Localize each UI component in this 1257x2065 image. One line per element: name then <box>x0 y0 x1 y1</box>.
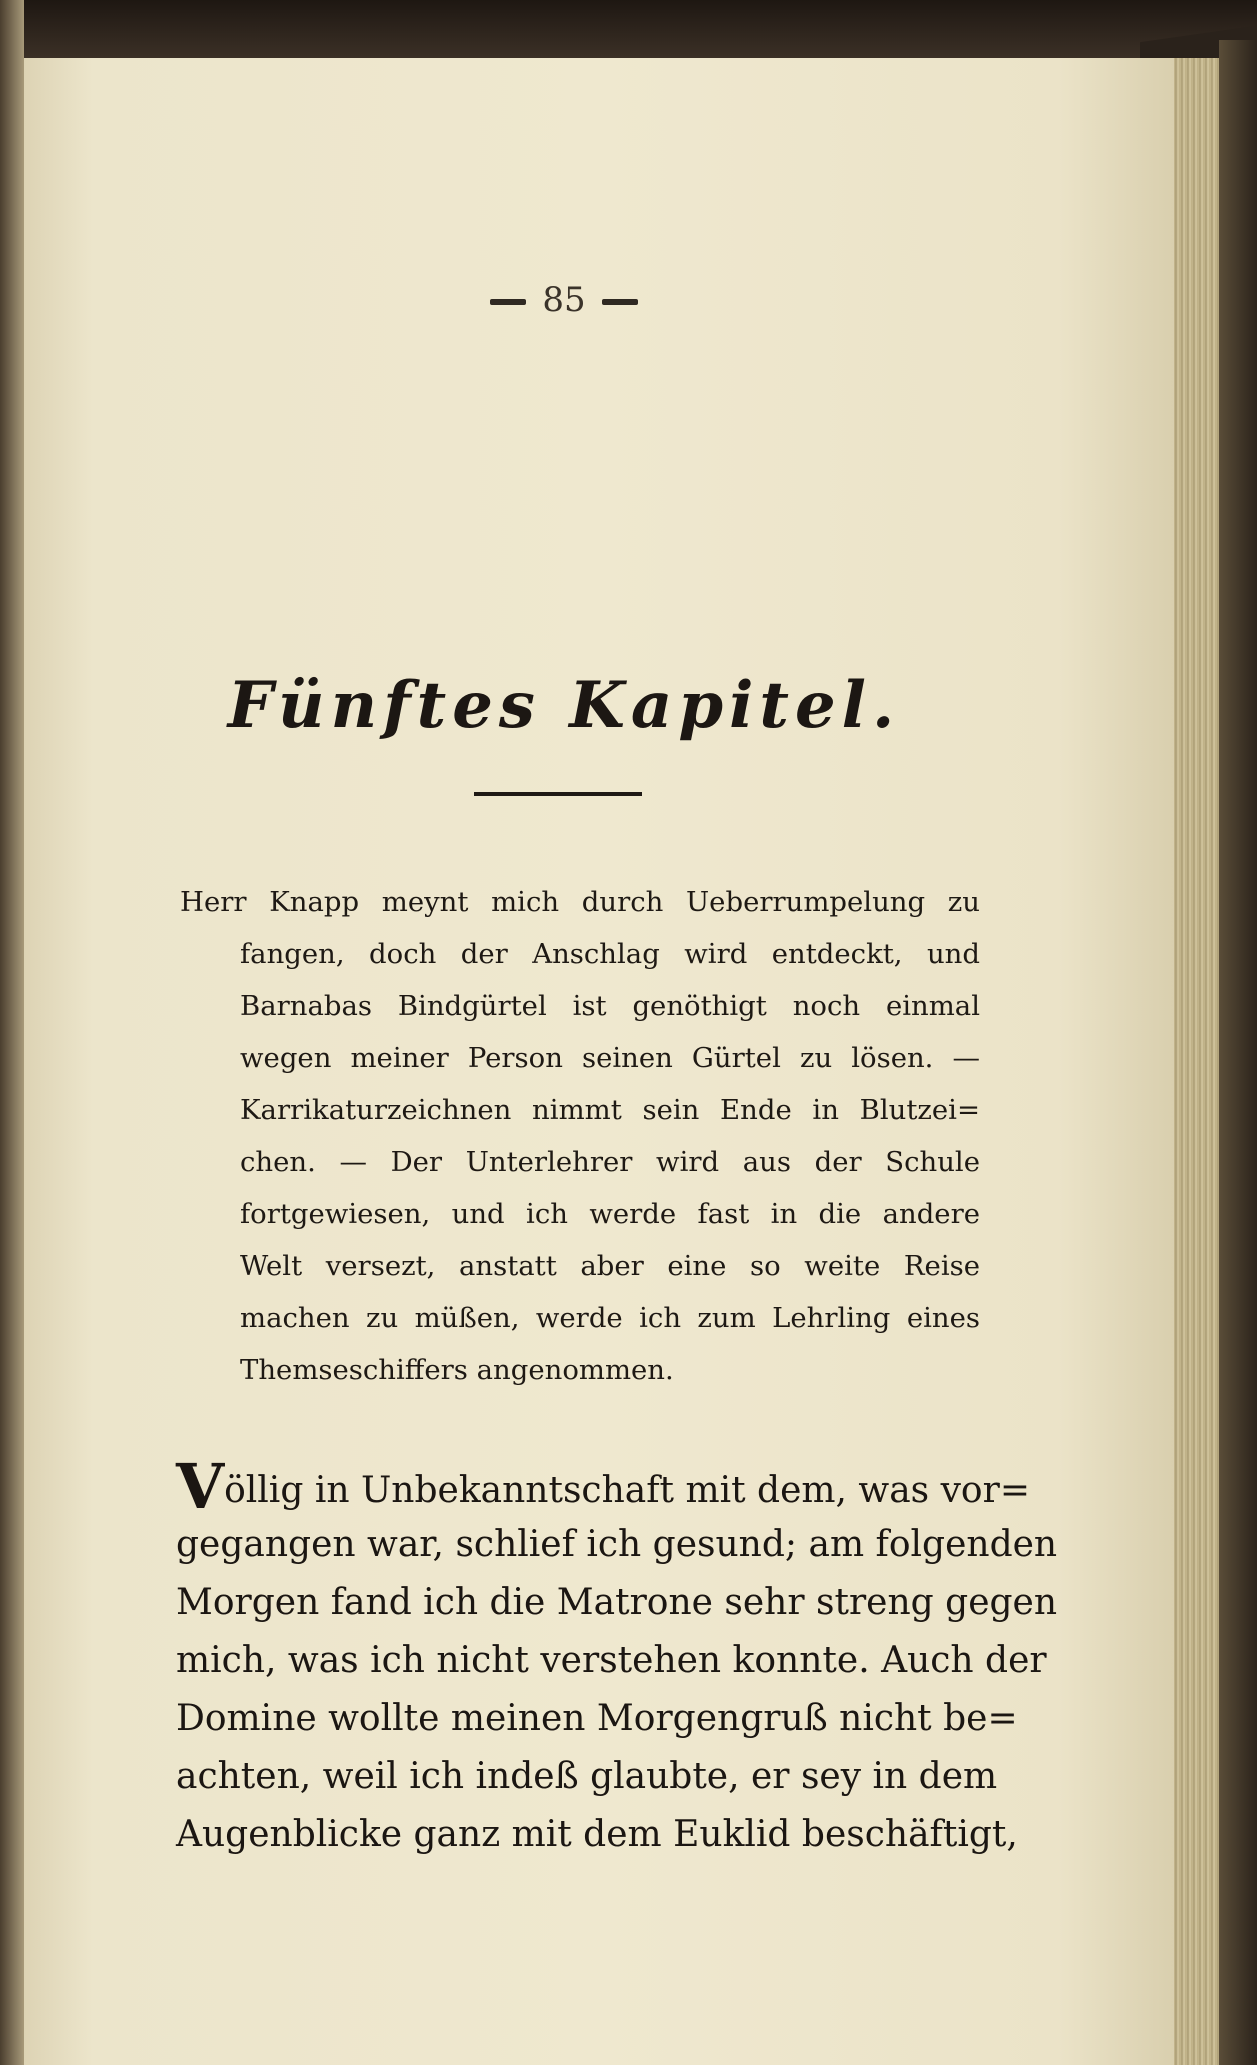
scan-frame-left <box>0 0 24 2065</box>
page-number: 85 <box>542 280 586 320</box>
body-line-text: öllig in Unbekanntschaft mit dem, was vor= <box>224 1470 1030 1511</box>
chapter-title: Fünftes Kapitel. <box>227 668 901 743</box>
summary-line: chen. — Der Unterlehrer wird aus der Schule <box>240 1146 980 1178</box>
summary-line: fortgewiesen, und ich werde fast in die andere <box>240 1198 980 1230</box>
drop-cap: V <box>176 1450 225 1523</box>
summary-line: Herr Knapp meynt mich durch Ueberrumpelung zu <box>180 886 980 918</box>
body-line: achten, weil ich indeß glaubte, er sey in dem <box>176 1756 998 1797</box>
scan-frame-top <box>0 0 1257 58</box>
title-rule <box>474 792 642 796</box>
chapter-summary <box>180 876 980 1396</box>
body-line: Domine wollte meinen Morgengruß nicht be= <box>176 1698 1018 1739</box>
summary-line: wegen meiner Person seinen Gürtel zu lösen. — <box>240 1042 980 1074</box>
header-dash-left <box>490 299 526 305</box>
summary-line: Barnabas Bindgürtel ist genöthigt noch einmal <box>240 990 980 1022</box>
book-cover-edge <box>1219 40 1257 2065</box>
page-header <box>24 280 1104 320</box>
book-page <box>24 58 1174 2065</box>
summary-line: Welt versezt, anstatt aber eine so weite Reise <box>240 1250 980 1282</box>
body-line <box>176 1450 1030 1523</box>
body-line: gegangen war, schlief ich gesund; am folgenden <box>176 1524 1058 1565</box>
summary-line: machen zu müßen, werde ich zum Lehrling eines <box>240 1302 980 1334</box>
page-stack-edge <box>1174 58 1219 2065</box>
body-line: mich, was ich nicht verstehen konnte. Auch der <box>176 1640 1047 1681</box>
summary-line: Karrikaturzeichnen nimmt sein Ende in Blutzei= <box>240 1094 980 1126</box>
body-paragraph <box>176 1450 1058 1864</box>
summary-line: fangen, doch der Anschlag wird entdeckt, und <box>240 938 980 970</box>
summary-line: Themseschiffers angenommen. <box>240 1354 674 1386</box>
body-line: Augenblicke ganz mit dem Euklid beschäftigt, <box>176 1814 1018 1855</box>
header-dash-right <box>602 299 638 305</box>
body-line: Morgen fand ich die Matrone sehr streng gegen <box>176 1582 1058 1623</box>
